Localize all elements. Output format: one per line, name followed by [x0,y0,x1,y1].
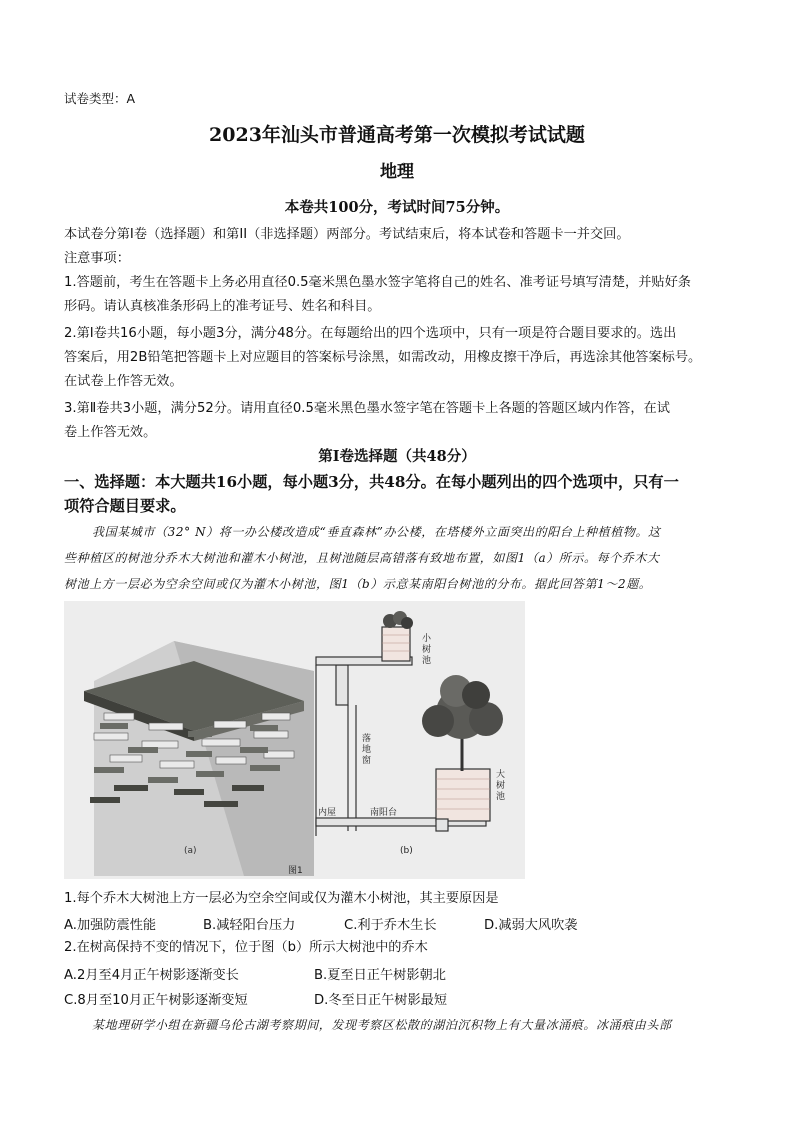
notice-item-1a: 1.答题前，考生在答题卡上务必用直径0.5毫米黑色墨水签字笔将自己的姓名、准考证号填写清楚，并贴好条 [64,275,691,290]
label-window-2: 地 [362,745,372,755]
q1-option-d: D.减弱大风吹袭 [484,918,578,933]
section-heading-2: 项符合题目要求。 [64,497,186,515]
instructions-intro: 本试卷分第Ⅰ卷（选择题）和第II（非选择题）两部分。考试结束后，将本试卷和答题卡一并交回。 [64,227,630,242]
q1-stem: 1.每个乔木大树池上方一层必为空余空间或仅为灌木小树池，其主要原因是 [64,891,499,906]
label-small-pool-2: 树 [422,645,432,655]
q2-option-c: C.8月至10月正午树影逐渐变短 [64,993,248,1008]
shrub [383,611,413,629]
label-big-pool-3: 池 [496,792,506,802]
q2-option-b: B.夏至日正午树影朝北 [314,968,446,983]
label-balcony: 南阳台 [370,808,398,818]
section-heading-1: 一、选择题：本大题共16小题，每小题3分，共48分。在每小题列出的四个选项中，只有一 [64,473,679,491]
section-title: 第Ⅰ卷选择题（共48分） [318,448,476,465]
tree [422,675,503,771]
label-big-pool-1: 大 [496,770,506,780]
notice-item-2b: 答案后，用2B铅笔把答题卡上对应题目的答案标号涂黑，如需改动，用橡皮擦干净后，再选涂其他答案标号。 [64,350,702,365]
q2-option-d: D.冬至日正午树影最短 [314,993,448,1008]
label-window-1: 落 [362,734,372,744]
material-1-line-3: 树池上方一层必为空余空间或仅为灌木小树池，图1（b）示意某南阳台树池的分布。据此回答第1～2题。 [64,577,652,591]
label-small-pool-1: 小 [422,634,432,644]
building-model [84,641,314,876]
figure-caption: 图1 [288,866,303,876]
label-big-pool-2: 树 [496,781,506,791]
label-window-3: 窗 [362,756,372,766]
q2-option-a: A.2月至4月正午树影逐渐变长 [64,968,239,983]
figure-label-a: (a) [184,846,197,856]
material-2-line-1: 某地理研学小组在新疆乌伦古湖考察期间，发现考察区松散的湖泊沉积物上有大量冰涌痕。冰涌痕由头部 [92,1018,672,1032]
exam-info: 本卷共100分，考试时间75分钟。 [284,199,510,216]
notice-item-2c: 在试卷上作答无效。 [64,374,183,389]
notice-item-1b: 形码。请认真核准条形码上的准考证号、姓名和科目。 [64,299,381,314]
q1-option-c: C.利于乔木生长 [344,918,437,933]
q2-stem: 2.在树高保持不变的情况下，位于图（b）所示大树池中的乔木 [64,940,428,955]
figure-label-b: (b) [400,846,413,856]
subject-title: 地理 [380,162,414,182]
notice-item-2a: 2.第Ⅰ卷共16小题，每小题3分，满分48分。在每题给出的四个选项中，只有一项是符合题目要求的。选出 [64,326,677,341]
label-inner: 内屋 [318,808,337,818]
material-1-line-2: 些种植区的树池分乔木大树池和灌木小树池，且树池随层高错落有致地布置，如图1（a）所示。每个乔木大 [64,551,660,565]
q1-option-b: B.减轻阳台压力 [203,918,296,933]
notice-item-3b: 卷上作答无效。 [64,425,157,440]
figure-1-drawing [64,601,525,879]
figure-1 [64,601,525,879]
q1-option-a: A.加强防震性能 [64,918,157,933]
notice-item-3a: 3.第Ⅱ卷共3小题，满分52分。请用直径0.5毫米黑色墨水签字笔在答题卡上各题的答题区域内作答，在试 [64,401,670,416]
paper-type: 试卷类型：A [64,91,136,106]
material-1-line-1: 我国某城市（32° N）将一办公楼改造成“垂直森林”办公楼，在塔楼外立面突出的阳台上种植植物。这 [92,525,661,539]
exam-title: 2023年汕头市普通高考第一次模拟考试试题 [209,124,585,146]
label-small-pool-3: 池 [422,656,432,666]
notice-title: 注意事项： [64,251,130,266]
